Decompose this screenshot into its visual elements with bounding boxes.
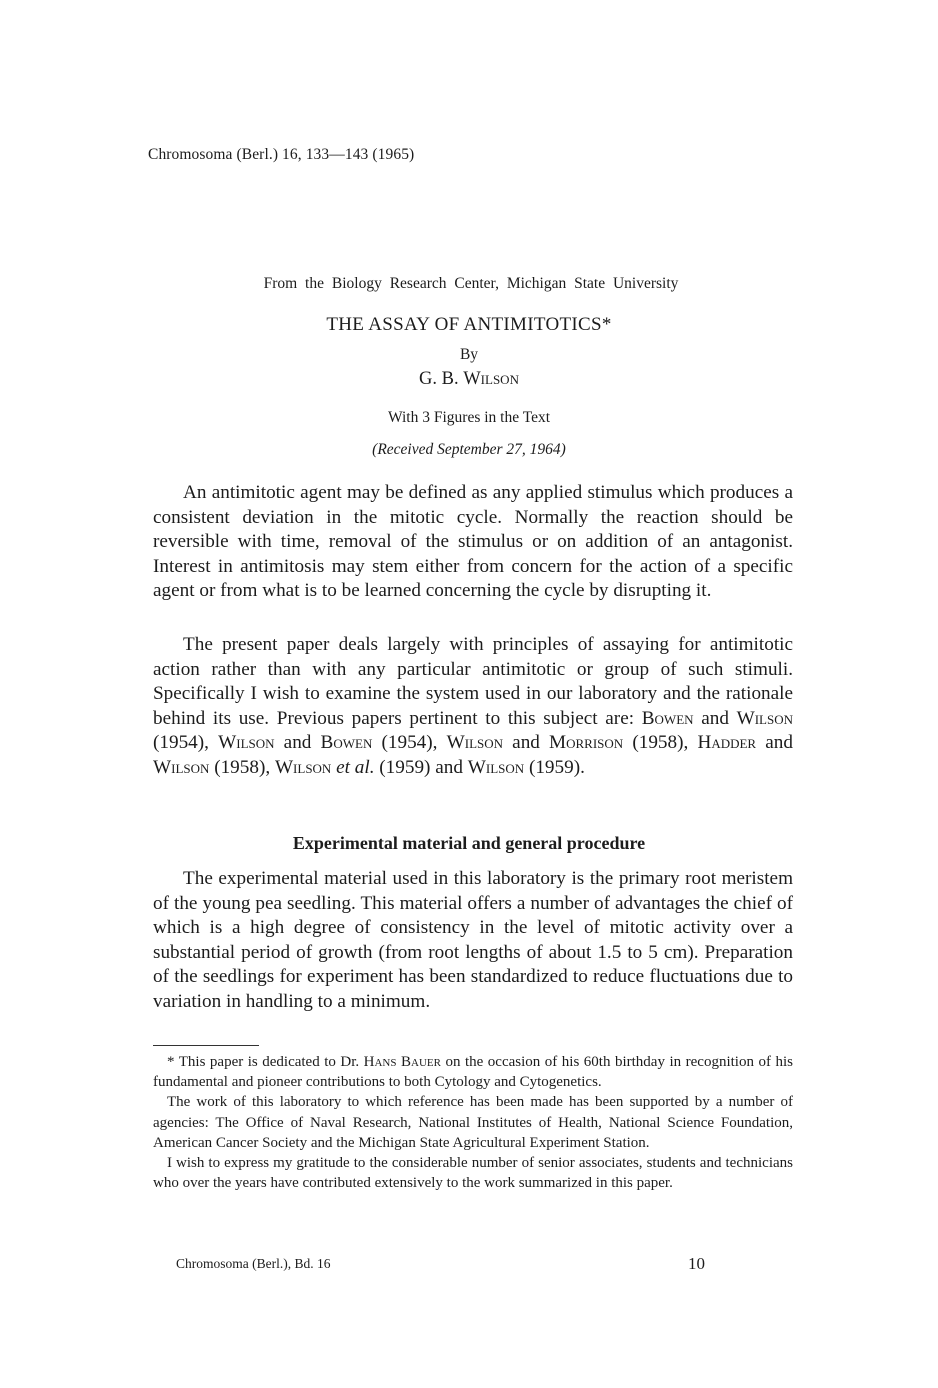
citation-author: Hadder	[697, 732, 757, 754]
p2-connector: and	[756, 732, 793, 754]
citation-year: (1954),	[153, 732, 219, 754]
citation-author: Wilson	[736, 707, 793, 729]
citation-author: Wilson	[274, 756, 332, 778]
footnote-divider	[153, 1045, 259, 1046]
paragraph-3	[153, 867, 793, 1015]
citation-author: Morrison	[549, 732, 624, 754]
citation-etal: et al.	[331, 756, 375, 778]
p2-connector: and	[503, 732, 550, 754]
paragraph-1-text: An antimitotic agent may be defined as any applied stimulus which produces a consistent deviation in the mitotic cycle. Normally the reaction should be reversible with time, removal of the stimulus or on addition of an antagonist. Interest in antimitosis may stem either from concern for the action of a specific agent or from what is to be learned concerning the cycle by disrupting it.	[153, 482, 793, 602]
section-heading: Experimental material and general procedure	[292, 833, 646, 853]
author-initials: G. B.	[419, 369, 464, 389]
affiliation: From the Biology Research Center, Michigan State University	[263, 275, 679, 292]
footnotes	[153, 1052, 793, 1193]
paragraph-1	[153, 481, 793, 604]
citation-year: (1959) and	[374, 756, 468, 778]
page-number: 10	[688, 1254, 705, 1273]
footnote-funding: The work of this laboratory to which reference has been made has been supported by a number of agencies: The Office of Naval Research, National Institutes of Health, National Science Foundation, American Cancer Society and the Michigan State Agricultural Experiment Station.	[153, 1094, 793, 1151]
citation-author: Wilson	[446, 732, 504, 754]
journal-reference: Chromosoma (Berl.) 16, 133—143 (1965)	[148, 146, 415, 163]
received-date: (Received September 27, 1964)	[372, 441, 566, 458]
footnote-dedication	[153, 1052, 793, 1092]
p2-intro: The present paper deals largely with principles of assaying for antimitotic action rather than with any particular antimitotic or group of such stimuli. Specifically I wish to examine the system used in our laboratory and the rationale behind its use. Previous papers pertinent to this subject are:	[153, 634, 793, 729]
paragraph-2-text	[153, 633, 793, 781]
figures-note: With 3 Figures in the Text	[387, 409, 551, 426]
citation-year: (1959).	[524, 756, 585, 778]
citation-author: Wilson	[218, 732, 275, 754]
citation-year: (1958),	[209, 756, 275, 778]
footnote-acknowledgement: I wish to express my gratitude to the considerable number of senior associates, students and technicians who over the years have contributed extensively to the work summarized in this paper.	[153, 1155, 793, 1192]
dedicatee-name: Hans Bauer	[363, 1054, 441, 1070]
paragraph-2	[153, 633, 793, 781]
by-line: By	[459, 346, 479, 363]
citation-author: Wilson	[467, 756, 525, 778]
footnote-text: * This paper is dedicated to Dr.	[167, 1054, 364, 1070]
p2-connector: and	[693, 707, 737, 729]
footnote-text: on the occasion of his 60th birthday in recognition of his fundamental and pioneer contributions to both Cytology and Cytogenetics.	[153, 1054, 793, 1091]
citation-author: Wilson	[153, 756, 210, 778]
paper-title: THE ASSAY OF ANTIMITOTICS*	[326, 314, 612, 335]
footer-journal: Chromosoma (Berl.), Bd. 16	[176, 1256, 331, 1271]
author	[0, 369, 938, 390]
citation-author: Bowen	[320, 732, 373, 754]
p2-connector: and	[274, 732, 321, 754]
citation-year: (1958),	[623, 732, 698, 754]
citation-author: Bowen	[641, 707, 694, 729]
citation-year: (1954),	[372, 732, 447, 754]
author-surname: Wilson	[463, 369, 519, 389]
paragraph-3-text: The experimental material used in this laboratory is the primary root meristem of the young pea seedling. This material offers a number of advantages the chief of which is a high degree of consistency in the level of mitotic activity over a substantial period of growth (from root lengths of about 1.5 to 5 cm). Preparation of the seedlings for experiment has been standardized to reduce fluctuations due to variation in handling to a minimum.	[153, 868, 793, 1012]
